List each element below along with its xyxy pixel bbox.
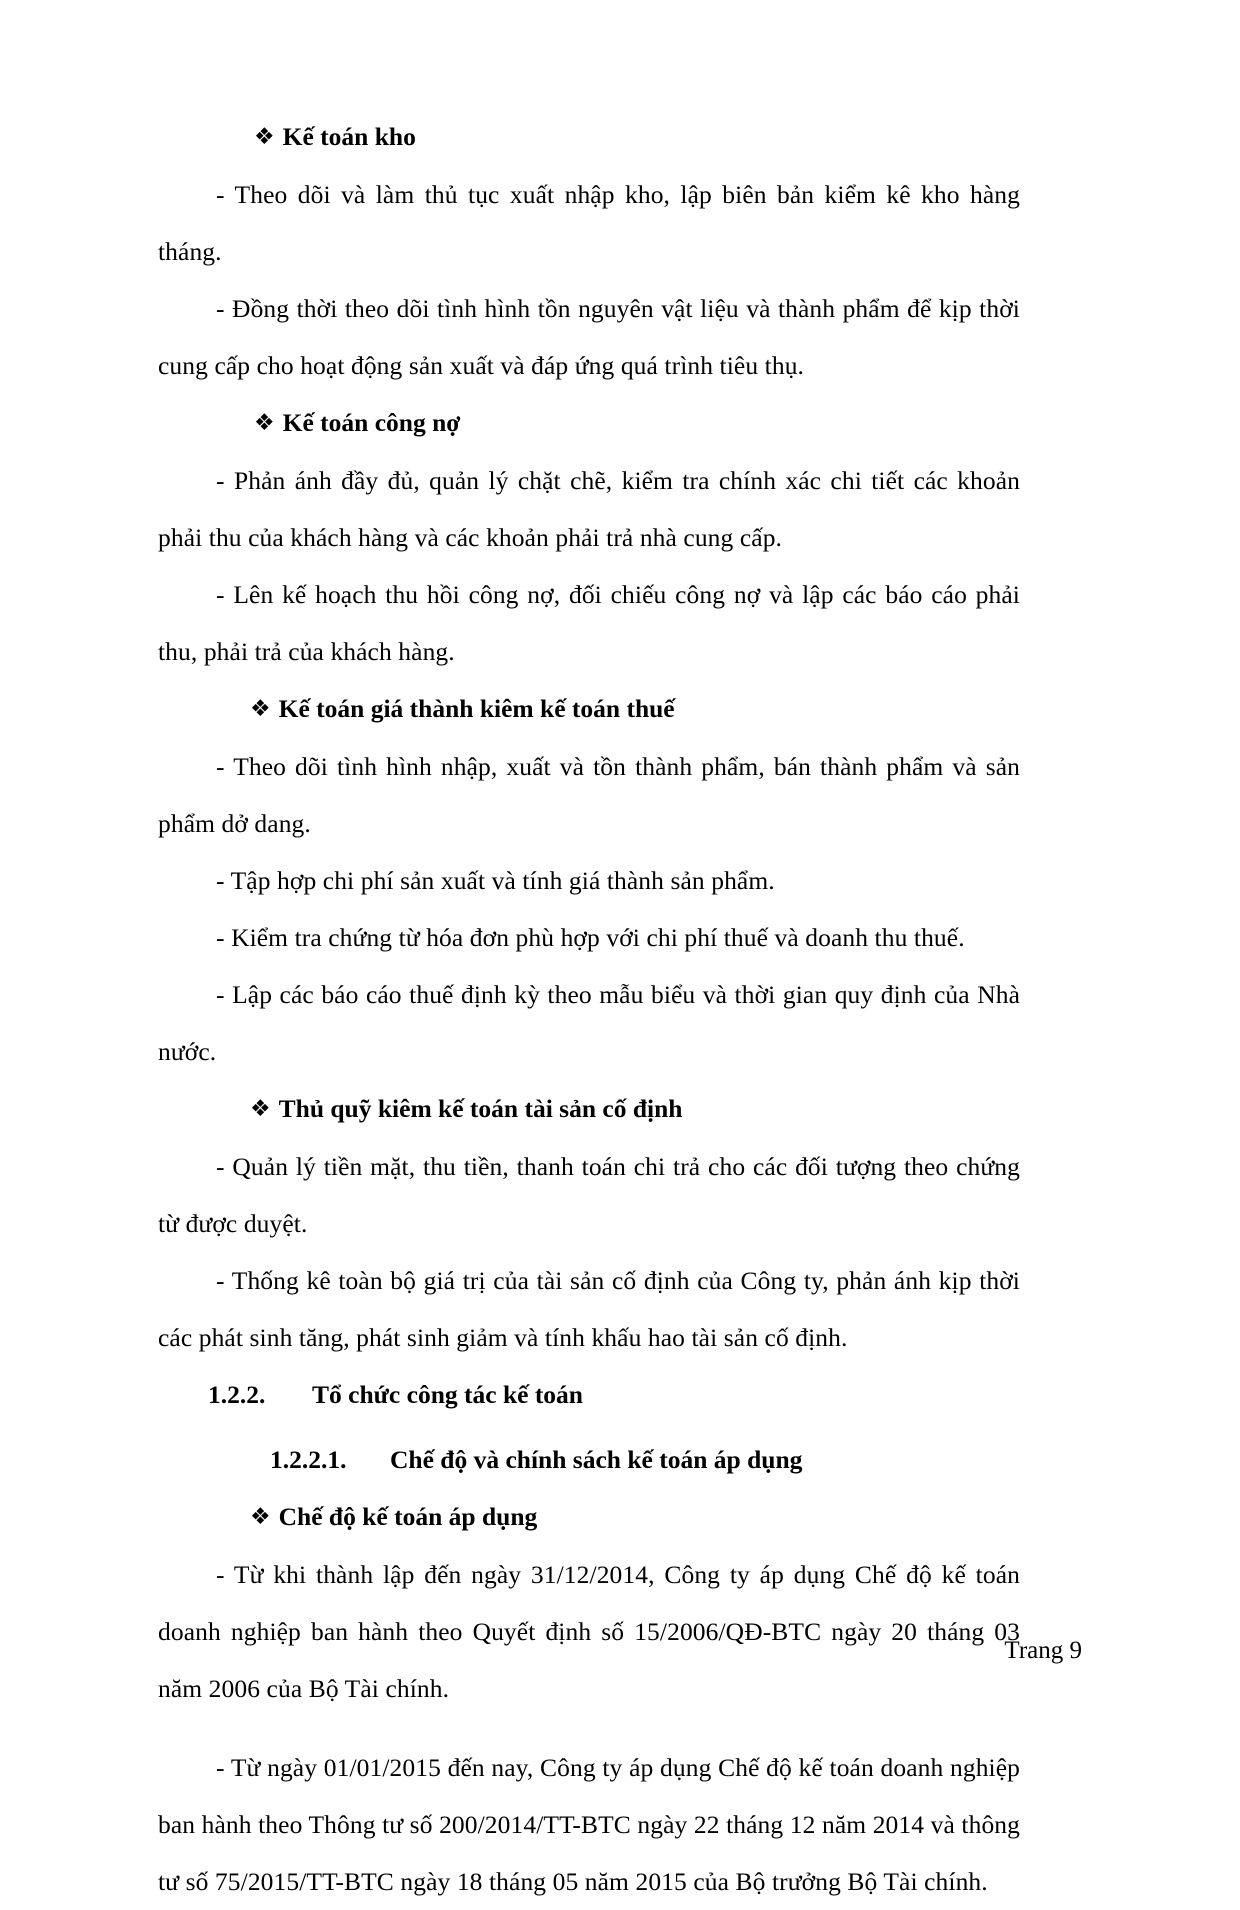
diamond-bullet-icon: ❖	[254, 410, 275, 436]
paragraph-spacer	[158, 1717, 1020, 1739]
heading-che-do-ke-toan	[158, 1488, 1020, 1546]
heading-gia-thanh-label: Kế toán giá thành kiêm kế toán thuế	[278, 694, 675, 723]
page-number-label: Trang 9	[1004, 1637, 1082, 1664]
heading-thu-quy-label: Thủ quỹ kiêm kế toán tài sản cố định	[278, 1094, 683, 1123]
heading-ke-toan-cong-no-label: Kế toán công nợ	[282, 408, 461, 437]
heading-ke-toan-cong-no	[158, 394, 1020, 452]
paragraph-thuquy-2: - Thống kê toàn bộ giá trị của tài sản cố định của Công ty, phản ánh kịp thời các phát sinh tăng, phát sinh giảm và tính khấu hao tài sản cố định.	[158, 1266, 1020, 1352]
heading-section-1-2-2	[158, 1366, 1020, 1423]
paragraph-giathanh-4: - Lập các báo cáo thuế định kỳ theo mẫu biểu và thời gian quy định của Nhà nước.	[158, 980, 1020, 1066]
heading-section-1-2-2-1-label: Chế độ và chính sách kế toán áp dụng	[390, 1445, 803, 1474]
paragraph-giathanh-1: - Theo dõi tình hình nhập, xuất và tồn thành phẩm, bán thành phẩm và sản phẩm dở dang.	[158, 752, 1020, 838]
heading-che-do-ke-toan-label: Chế độ kế toán áp dụng	[278, 1502, 538, 1531]
heading-ke-toan-kho-label: Kế toán kho	[282, 122, 416, 151]
heading-section-1-2-2-1-number: 1.2.2.1.	[270, 1445, 347, 1474]
diamond-bullet-icon: ❖	[250, 696, 271, 722]
diamond-bullet-icon: ❖	[250, 1504, 271, 1530]
paragraph-giathanh-3: - Kiểm tra chứng từ hóa đơn phù hợp với chi phí thuế và doanh thu thuế.	[216, 923, 965, 952]
heading-gia-thanh	[158, 680, 1020, 738]
paragraph-kho-1: - Theo dõi và làm thủ tục xuất nhập kho, lập biên bản kiểm kê kho hàng tháng.	[158, 180, 1020, 266]
paragraph-congno-1: - Phản ánh đầy đủ, quản lý chặt chẽ, kiểm tra chính xác chi tiết các khoản phải thu của khách hàng và các khoản phải trả nhà cung cấp.	[158, 466, 1020, 552]
paragraph-congno-2: - Lên kế hoạch thu hồi công nợ, đối chiếu công nợ và lập các báo cáo phải thu, phải trả của khách hàng.	[158, 580, 1020, 666]
paragraph-chedo-1: - Từ khi thành lập đến ngày 31/12/2014, Công ty áp dụng Chế độ kế toán doanh nghiệp ban hành theo Quyết định số 15/2006/QĐ-BTC ngày 20 tháng 03 năm 2006 của Bộ Tài chính.	[158, 1560, 1020, 1703]
heading-section-1-2-2-label: Tổ chức công tác kế toán	[312, 1380, 583, 1409]
paragraph-chedo-2: - Từ ngày 01/01/2015 đến nay, Công ty áp dụng Chế độ kế toán doanh nghiệp ban hành theo Thông tư số 200/2014/TT-BTC ngày 22 tháng 12 năm 2014 và thông tư số 75/2015/TT-BTC ngày 18 tháng 05 năm 2015 của Bộ trưởng Bộ Tài chính.	[158, 1753, 1020, 1896]
paragraph-giathanh-2: - Tập hợp chi phí sản xuất và tính giá thành sản phẩm.	[216, 866, 775, 895]
heading-thu-quy	[158, 1080, 1020, 1138]
paragraph-kho-2: - Đồng thời theo dõi tình hình tồn nguyên vật liệu và thành phẩm để kịp thời cung cấp cho hoạt động sản xuất và đáp ứng quá trình tiêu thụ.	[158, 294, 1020, 380]
heading-section-1-2-2-number: 1.2.2.	[208, 1380, 266, 1409]
heading-spacer	[158, 1423, 1020, 1431]
diamond-bullet-icon: ❖	[250, 1096, 271, 1122]
paragraph-thuquy-1: - Quản lý tiền mặt, thu tiền, thanh toán chi trả cho các đối tượng theo chứng từ được duyệt.	[158, 1152, 1020, 1238]
page-footer	[0, 1634, 1240, 1668]
heading-section-1-2-2-1	[158, 1431, 1020, 1488]
heading-ke-toan-kho	[158, 108, 1020, 166]
diamond-bullet-icon: ❖	[254, 124, 275, 150]
